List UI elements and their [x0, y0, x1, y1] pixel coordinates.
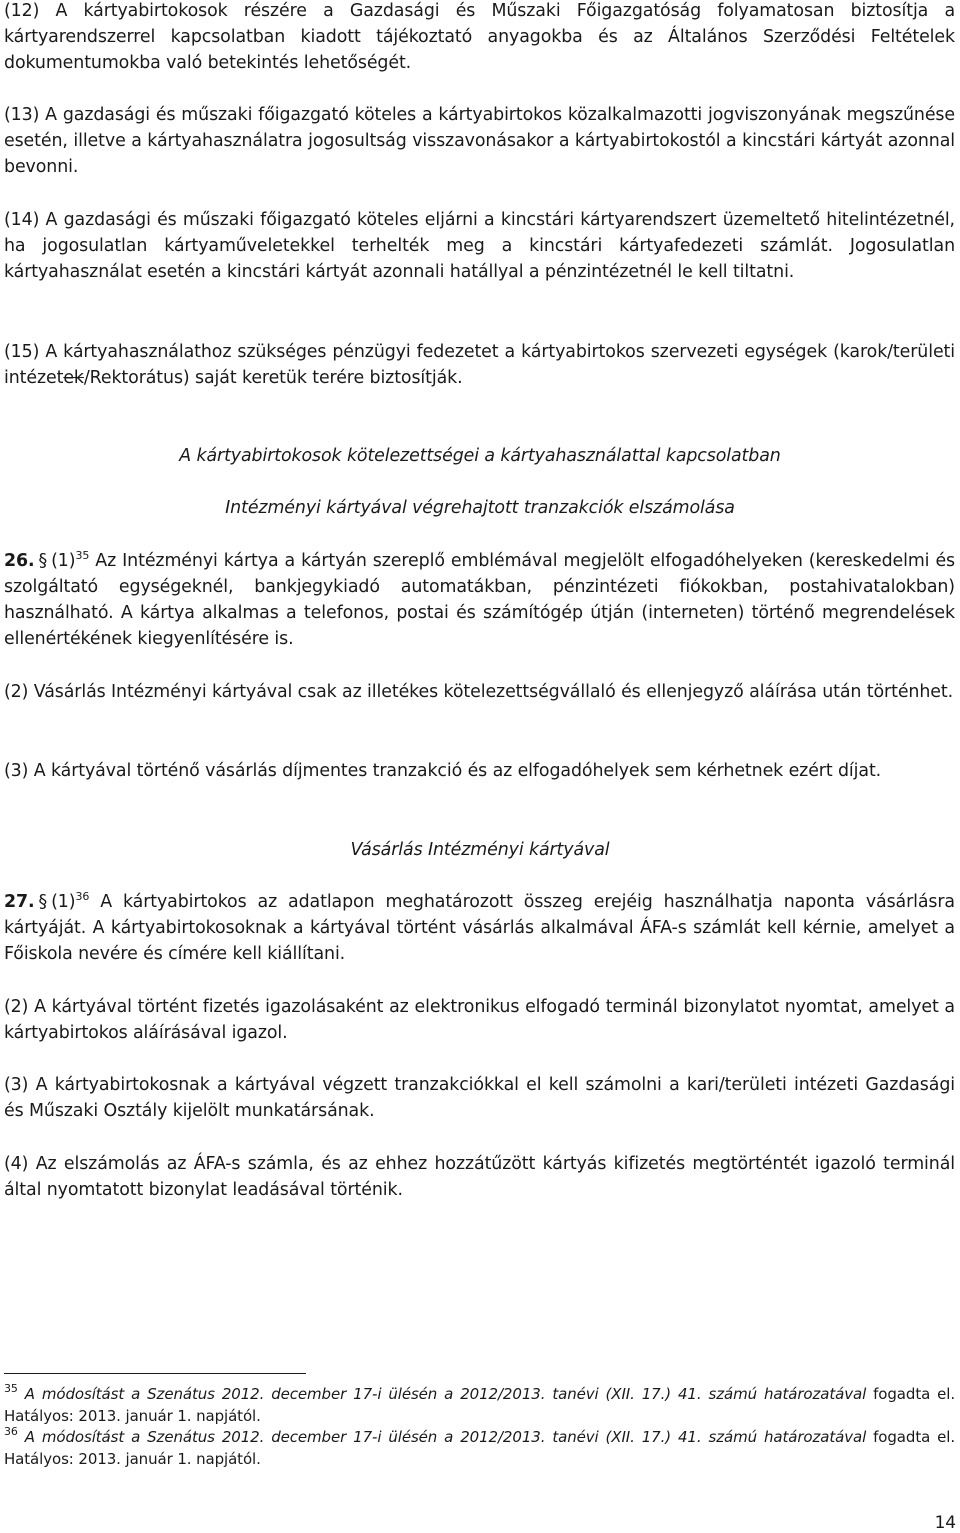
section-26-paragraph-1	[4, 548, 955, 652]
paragraph-prefix: (1)	[51, 551, 76, 571]
footnote-italic-text: A módosítást a Szenátus 2012. december 17-i ülésén a 2012/2013. tanévi (XII. 17.) 41. számú határozatával	[24, 1385, 867, 1403]
footnote-36	[4, 1426, 955, 1470]
paragraph-prefix: (1)	[51, 892, 76, 912]
paragraph-14: (14) A gazdasági és műszaki főigazgató köteles eljárni a kincstári kártyarendszert üzemeltető hitelintézetnél, ha jogosulatlan kártyaműveletekkel terhelték meg a kincstári kártyafedezeti számlát. Jogosulatlan kártyahasználat esetén a kincstári kártyát azonnali hatállyal a pénzintézetnél le kell tiltatni.	[4, 210, 955, 282]
footnote-ref-36[interactable]: 36	[75, 890, 90, 903]
footnote-35	[4, 1383, 955, 1427]
paragraph-12: (12) A kártyabirtokosok részére a Gazdasági és Műszaki Főigazgatóság folyamatosan biztosítja a kártyarendszerrel kapcsolatban kiadott tájékoztató anyagokba és az Általános Szerződési Feltételek dokumentumokba való betekintés lehetőségét.	[4, 1, 955, 73]
heading-obligations: A kártyabirtokosok kötelezettségei a kártyahasználattal kapcsolatban	[179, 446, 781, 466]
paragraph-13: (13) A gazdasági és műszaki főigazgató köteles a kártyabirtokos közalkalmazotti jogviszonyának megszűnése esetén, illetve a kártyahasználatra jogosultság visszavonásakor a kártyabirtokostól a kincstári kártyát azonnal bevonni.	[4, 105, 955, 177]
footnote-number: 36	[4, 1425, 18, 1438]
footnote-italic-text: A módosítást a Szenátus 2012. december 17-i ülésén a 2012/2013. tanévi (XII. 17.) 41. számú határozatával	[24, 1428, 867, 1446]
section-number: 26.	[4, 551, 35, 571]
struck-text: ek	[63, 368, 84, 388]
footnote-number: 35	[4, 1382, 18, 1395]
paragraph-15	[4, 339, 955, 391]
section-27-paragraph-1	[4, 889, 955, 967]
section-26-paragraph-2: (2) Vásárlás Intézményi kártyával csak az illetékes kötelezettségvállaló és ellenjegyző aláírása után történhet.	[4, 682, 954, 702]
paragraph-text: A kártyabirtokos az adatlapon meghatározott összeg erejéig használhatja naponta vásárlásra kártyáját. A kártyabirtokosoknak a kártyával történt vásárlás alkalmával ÁFA-s számlát kell kérnie, amelyet a Főiskola nevére és címére kell kiállítani.	[4, 892, 955, 964]
paragraph-15-part-b: /Rektorátus) saját keretük terére biztosítják.	[83, 368, 463, 388]
paragraph-15-part-a: (15) A kártyahasználathoz szükséges pénzügyi fedezetet a kártyabirtokos szervezeti egységek (karok/területi intézet	[4, 342, 955, 388]
paragraph-text: Az Intézményi kártya a kártyán szereplő emblémával megjelölt elfogadóhelyeken (kereskedelmi és szolgáltató egységeknél, bankjegykiadó automatákban, pénzintézeti fiókokban, postahivatalokban) használható. A kártya alkalmas a telefonos, postai és számítógép útján (interneten) történő megrendelések ellenértékének kiegyenlítésére is.	[4, 551, 955, 649]
heading-transactions: Intézményi kártyával végrehajtott tranzakciók elszámolása	[225, 498, 735, 518]
footnote-divider	[4, 1373, 306, 1374]
section-27-paragraph-2: (2) A kártyával történt fizetés igazolásaként az elektronikus elfogadó terminál bizonylatot nyomtat, amelyet a kártyabirtokos aláírásával igazol.	[4, 997, 955, 1043]
footnote-ref-35[interactable]: 35	[75, 549, 90, 562]
section-symbol: §	[38, 551, 48, 571]
footnote-plain-text: fogadta el. Hatályos: 2013. január 1. napjától.	[4, 1385, 956, 1425]
page-number: 14	[934, 1513, 956, 1533]
section-26-paragraph-3: (3) A kártyával történő vásárlás díjmentes tranzakció és az elfogadóhelyek sem kérhetnek ezért díjat.	[4, 761, 882, 781]
section-symbol: §	[38, 892, 48, 912]
footnote-plain-text: fogadta el. Hatályos: 2013. január 1. napjától.	[4, 1428, 956, 1468]
section-number: 27.	[4, 892, 35, 912]
heading-purchase: Vásárlás Intézményi kártyával	[350, 840, 610, 860]
section-27-paragraph-3: (3) A kártyabirtokosnak a kártyával végzett tranzakciókkal el kell számolni a kari/területi intézeti Gazdasági és Műszaki Osztály kijelölt munkatársának.	[4, 1075, 955, 1121]
section-27-paragraph-4: (4) Az elszámolás az ÁFA-s számla, és az ehhez hozzátűzött kártyás kifizetés megtörténtét igazoló terminál által nyomtatott bizonylat leadásával történik.	[4, 1154, 955, 1200]
